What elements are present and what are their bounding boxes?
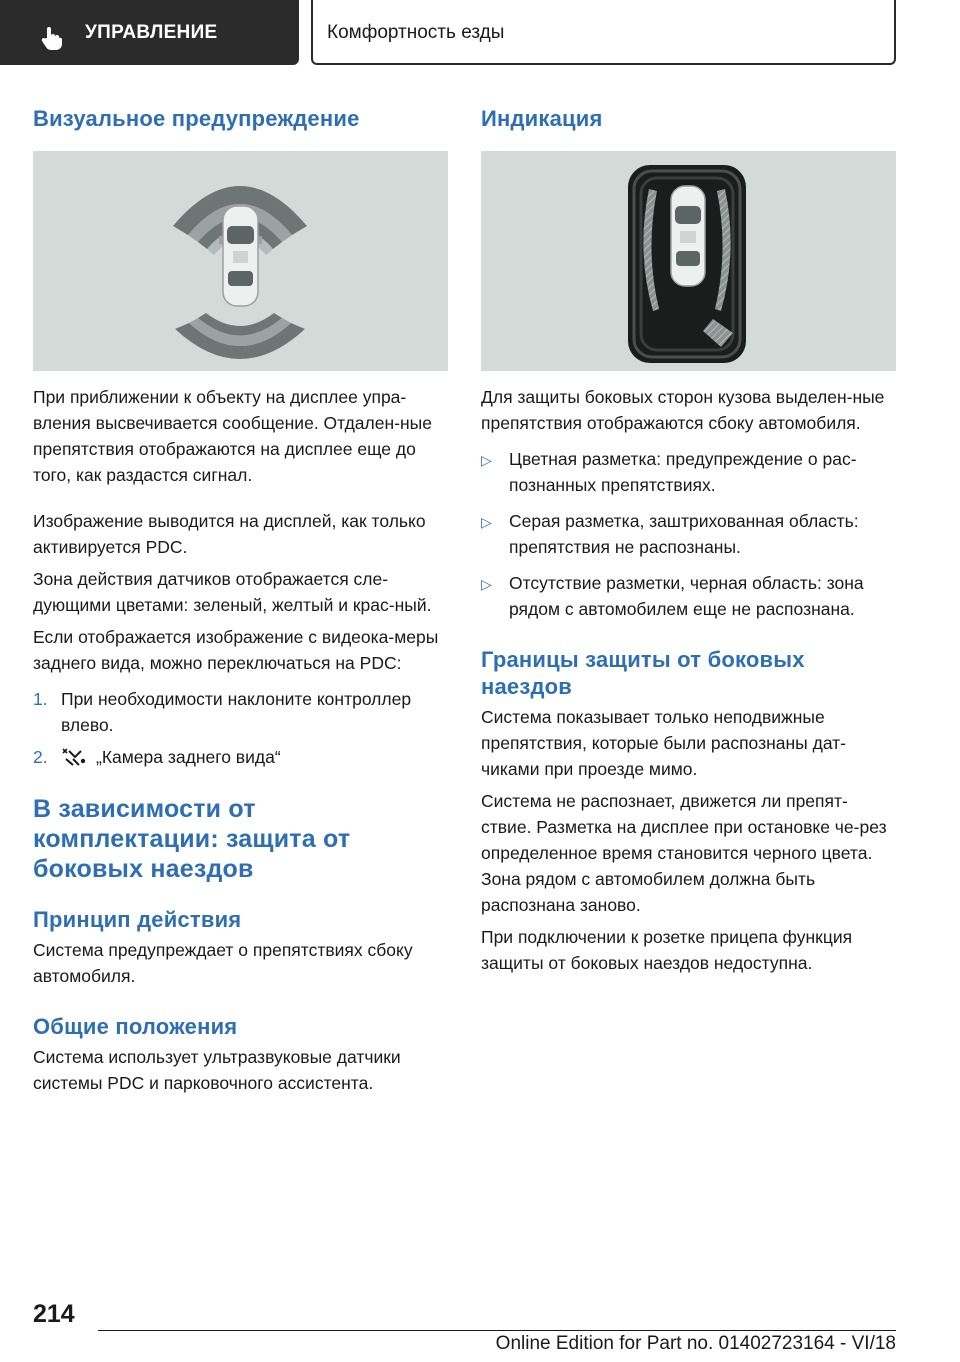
bullet-text: Цветная разметка: предупреждение о рас-познанных препятствиях. — [509, 449, 857, 495]
visual-warning-heading: Визуальное предупреждение — [33, 106, 360, 131]
limits-text-3: При подключении к розетке прицепа функция защиты от боковых наездов недоступна. — [481, 927, 853, 973]
list-item — [481, 508, 896, 560]
triangle-right-icon: ▷ — [481, 452, 492, 468]
right-column — [481, 100, 896, 976]
pdc-display-illustration — [33, 151, 448, 371]
chapter-title: Комфортность езды — [327, 22, 505, 43]
step-text: „Камера заднего вида“ — [96, 747, 281, 767]
marking-legend-list — [481, 446, 896, 622]
visual-warning-text-1: При приближении к объекту на дисплее упра-вления высвечивается сообщение. Отдален-ные препятствия отображаются на дисплее еще до того, как раздастся сигнал. — [33, 387, 432, 485]
limits-text-1: Система показывает только неподвижные препятствия, которые были распознаны дат-чиками при проезде мимо. — [481, 707, 847, 779]
page-number: 214 — [33, 1300, 75, 1328]
step-number: 1. — [33, 689, 48, 709]
list-item — [481, 446, 896, 498]
chapter-tab — [311, 0, 896, 65]
list-item — [33, 686, 448, 738]
hand-pointer-icon — [38, 24, 66, 52]
pdc-display-figure — [33, 151, 448, 371]
left-column — [33, 100, 448, 1096]
side-protection-heading: В зависимости от комплектации: защита от боковых наездов — [33, 795, 351, 883]
principle-text: Система предупреждает о препятствиях сбоку автомобиля. — [33, 940, 413, 986]
limits-text-2: Система не распознает, движется ли препят-ствие. Разметка на дисплее при остановке че-рез определенное время становится черного цвета. Зона рядом с автомобилем должна быть распознана заново. — [481, 791, 887, 915]
visual-warning-text-2: Изображение выводится на дисплей, как только активируется PDC. — [33, 511, 426, 557]
visual-warning-text-3: Зона действия датчиков отображается сле-дующими цветами: зеленый, желтый и крас-ный. — [33, 569, 432, 615]
bullet-text: Серая разметка, заштрихованная область: препятствия не распознаны. — [509, 511, 859, 557]
edition-note: Online Edition for Part no. 01402723164 - VI/18 — [495, 1333, 896, 1354]
switch-steps-list — [33, 686, 448, 770]
indication-heading: Индикация — [481, 106, 603, 131]
list-item — [33, 744, 448, 770]
triangle-right-icon: ▷ — [481, 576, 492, 592]
step-number: 2. — [33, 747, 48, 767]
step-content — [61, 744, 281, 770]
rear-camera-icon — [61, 747, 87, 767]
side-protection-illustration — [481, 151, 896, 371]
list-item — [481, 570, 896, 622]
side-protection-figure — [481, 151, 896, 371]
limits-heading: Границы защиты от боковых наездов — [481, 647, 805, 699]
step-text: При необходимости наклоните контроллер влево. — [61, 689, 412, 735]
triangle-right-icon: ▷ — [481, 514, 492, 530]
footer-divider — [98, 1330, 896, 1331]
general-heading: Общие положения — [33, 1014, 238, 1039]
general-text: Система использует ультразвуковые датчики системы PDC и парковочного ассистента. — [33, 1047, 401, 1093]
indication-text: Для защиты боковых сторон кузова выделен-ные препятствия отображаются сбоку автомобиля. — [481, 387, 885, 433]
section-tab — [0, 0, 299, 65]
bullet-text: Отсутствие разметки, черная область: зона рядом с автомобилем еще не распознана. — [509, 573, 864, 619]
section-title: УПРАВЛЕНИЕ — [85, 22, 218, 43]
principle-heading: Принцип действия — [33, 907, 242, 932]
visual-warning-text-4: Если отображается изображение с видеока-меры заднего вида, можно переключаться на PDC: — [33, 627, 439, 673]
